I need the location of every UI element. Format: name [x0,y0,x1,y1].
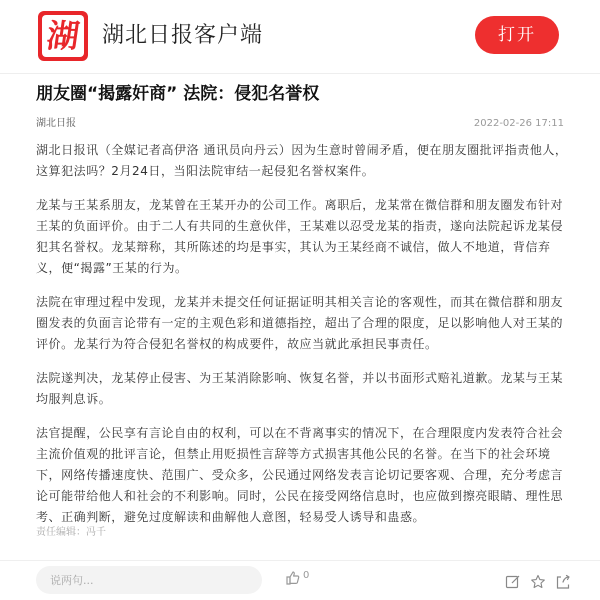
article-paragraph: 龙某与王某系朋友，龙某曾在王某开办的公司工作。离职后，龙某常在微信群和朋友圈发布针对王某的负面评价。由于二人有共同的生意伙伴，王某难以忍受龙某的指责，遂向法院起诉龙某侵犯其名誉权。龙某辩称，其所陈述的均是事实，其认为王某经商不诚信，做人不地道，背信弃义，便“揭露”王某的行为。 [36,198,564,275]
app-banner [0,0,600,74]
article-datetime: 2022-02-26 17:11 [473,118,564,129]
article-body [36,140,568,541]
edit-icon [505,574,521,590]
favorite-button[interactable] [530,574,546,590]
responsible-editor: 责任编辑：冯千 [36,527,106,538]
open-app-button[interactable]: 打开 [475,16,559,54]
app-name: 湖北日报客户端 [102,23,264,48]
share-button[interactable] [555,574,571,590]
logo-glyph: 湖 [44,17,82,55]
article-paragraph: 法院遂判决，龙某停止侵害、为王某消除影响、恢复名誉，并以书面形式赔礼道歉。龙某与王某均服判息诉。 [36,371,564,406]
share-icon [555,574,571,590]
like-button[interactable] [285,568,325,592]
article-title: 朋友圈“揭露奸商” 法院：侵犯名誉权 [36,84,320,104]
article-paragraph: 法院在审理过程中发现，龙某并未提交任何证据证明其相关言论的客观性，而其在微信群和朋友圈发表的负面言论带有一定的主观色彩和道德指控，超出了合理的限度，足以影响他人对王某的评价。龙某行为符合侵犯名誉权的构成要件，故应当就此承担民事责任。 [36,295,564,351]
star-icon [530,574,546,590]
article-meta [36,116,564,132]
edit-button[interactable] [505,574,521,590]
like-count: 0 [303,570,310,581]
comment-input[interactable] [36,566,262,594]
article-paragraph: 法官提醒，公民享有言论自由的权利，可以在不背离事实的情况下，在合理限度内发表符合社会主流价值观的批评言论，但禁止用贬损性言辞等方式损害其他公民的名誉。在当下的社会环境下，网络传播速度快、范围广、受众多，公民通过网络发表言论切记要客观、合理，充分考虑言论可能带给他人和社会的不利影响。同时，公民在接受网络信息时，也应做到擦亮眼睛、理性思考、正确判断，避免过度解读和曲解他人意图，轻易受人诱导和蛊惑。 [36,426,564,524]
article-paragraph: 湖北日报讯（全媒记者高伊洛 通讯员向丹云）因为生意时曾闹矛盾，便在朋友圈批评指责他人，这算犯法吗？2月24日，当阳法院审结一起侵犯名誉权案件。 [36,143,568,178]
article-source: 湖北日报 [36,118,76,129]
app-logo [38,11,88,61]
thumbs-up-icon [285,570,301,586]
